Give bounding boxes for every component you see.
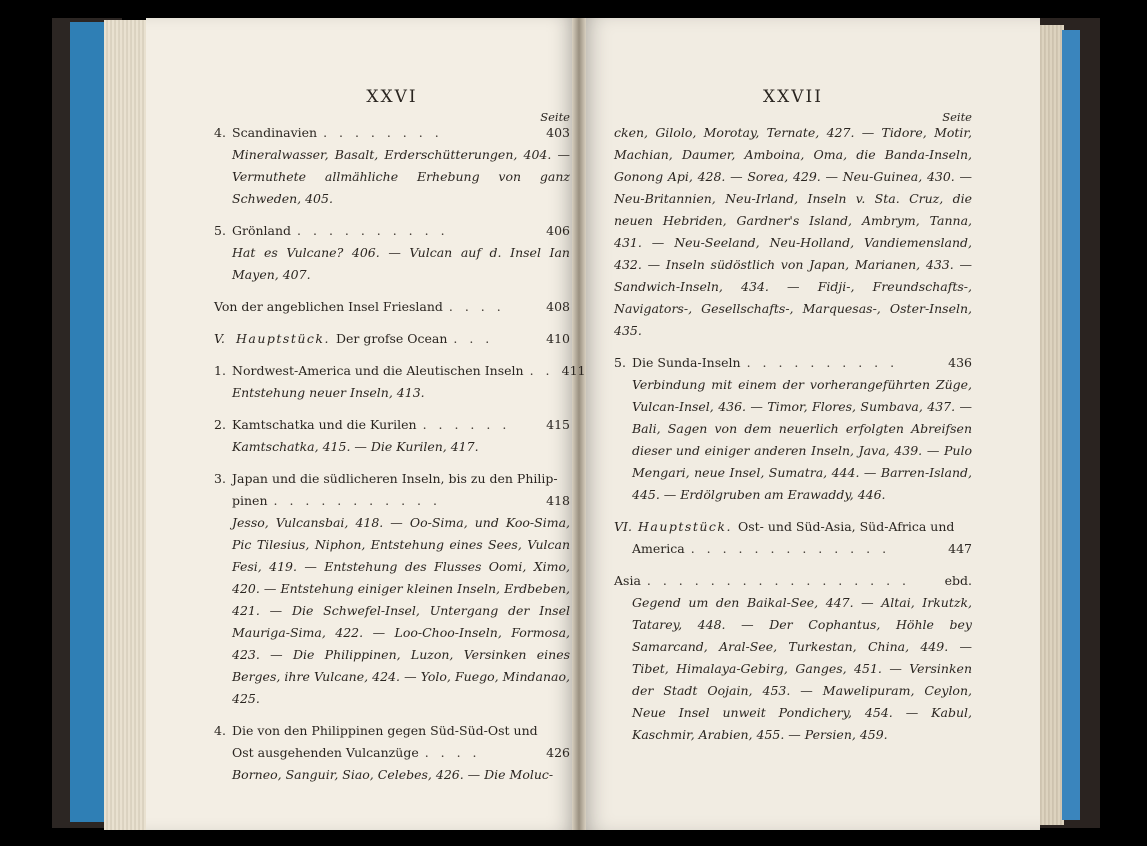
right-blue-edge [1062,30,1080,820]
entry-title: Asia [614,573,641,588]
entry-title: Die von den Philippinen gegen Süd-Süd-Ost und [232,723,538,738]
toc-entry: 3. Japan und die südlicheren Inseln, bis zu den Philip- pinen . . . . . . . . . . . 418 Jesso, Vulcansbai, 418. — Oo-Sima, und Koo-Sima, Pic Tilesius, Niphon, Entstehung eines Sees, Vulcan Fesi, 419. — Entstehung des Flusses Oomi, Ximo, 420. — Entstehung einiger kleinen Inseln, Erdbeben, 421. — Die Schwefel-Insel, Untergang der Insel Mauriga-Sima, 422. — Loo-Choo-Inseln, Formosa, 423. — Die Philippinen, Luzon, Versinken eines Berges, ihre Vulcane, 424. — Yolo, Fuego, Mindanao, 425. [214,468,570,710]
toc-entry: 4. Die von den Philippinen gegen Süd-Süd-Ost und Ost ausgehenden Vulcanzüge . . . . 426 Borneo, Sanguir, Siao, Celebes, 426. — Die Moluc- [214,720,570,786]
entry-number: 4. [214,723,226,738]
entry-number: 1. [214,363,226,378]
entry-subtopics: Borneo, Sanguir, Siao, Celebes, 426. — Die Moluc- [232,767,554,782]
entry-title: Nordwest-America und die Aleutischen Inseln [232,363,524,378]
entry-number: 5. [614,355,626,370]
entry-subtopics: Entstehung neuer Inseln, 413. [232,385,425,400]
page-header: XXVII [763,87,823,107]
entry-subtopics: Mineralwasser, Basalt, Erderschütterungen, 404. — Vermuthete allmähliche Erhebung von ganz Schweden, 405. [232,147,570,206]
seite-label: Seite [540,110,570,124]
entry-subtopics: Verbindung mit einem der vorherangeführten Züge, Vulcan-Insel, 436. — Timor, Flores, Sumbava, 437. — Bali, Sagen von dem neuerlich erfolgten Abreifsen dieser und einiger anderen Inseln, Java, 439. — Pulo Mengari, neue Insel, Sumatra, 444. — Barren-Island, 445. — Erdölgruben am Erawaddy, 446. [632,377,972,502]
entry-page: 411 [561,363,586,378]
entry-number: 3. [214,471,226,486]
book-gutter [572,18,586,830]
left-page-edges [104,20,148,830]
right-page-content [614,84,972,746]
entry-title: Ost- und Süd-Asia, Süd-Africa und [737,519,955,534]
page-header: XXVI [366,87,418,107]
entry-page: 406 [546,223,570,238]
entry-page: 403 [546,125,570,140]
toc-entry: 1. Nordwest-America und die Aleutischen Inseln . . 411 Entstehung neuer Inseln, 413. [214,360,570,404]
chapter-label: Hauptstück. [638,519,732,534]
entry-number: V. [214,331,225,346]
entry-title: Grönland [232,223,292,238]
entry-subtopics: Gegend um den Baikal-See, 447. — Altai, Irkutzk, Tatarey, 448. — Der Cophantus, Höhle bey Samarcand, Aral-See, Turkestan, China, 449. — Tibet, Himalaya-Gebirg, Ganges, 451. — Versinken der Stadt Oojain, 453. — Mawelipuram, Ceylon, Neue Insel unweit Pondichery, 454. — Kabul, Kaschmir, Arabien, 455. — Persien, 459. [632,595,972,742]
entry-number: VI. [614,519,632,534]
toc-entry: Von der angeblichen Insel Friesland . . . . 408 [214,296,570,318]
entry-page: 436 [948,355,972,370]
continued-subtopics: cken, Gilolo, Morotay, Ternate, 427. — Tidore, Motir, Machian, Daumer, Amboina, Oma, die Banda-Inseln, Gonong Api, 428. — Sorea, 429. — Neu-Guinea, 430. — Neu-Britannien, Neu-Irland, Inseln v. Sta. Cruz, die neuen Hebriden, Gardner's Island, Ambrym, Tanna, 431. — Neu-Seeland, Neu-Holland, Vandiemensland, 432. — Inseln südöstlich von Japan, Marianen, 433. — Sandwich-Inseln, 434. — Fidji-, Freundschafts-, Navigators-, Gesellschafts-, Marquesas-, Oster-Inseln, 435. [614,125,972,338]
entry-title: Japan und die südlicheren Inseln, bis zu den Philip- [232,471,558,486]
entry-subtopics: Jesso, Vulcansbai, 418. — Oo-Sima, und Koo-Sima, Pic Tilesius, Niphon, Entstehung eines Sees, Vulcan Fesi, 419. — Entstehung des Flusses Oomi, Ximo, 420. — Entstehung einiger kleinen Inseln, Erdbeben, 421. — Die Schwefel-Insel, Untergang der Insel Mauriga-Sima, 422. — Loo-Choo-Inseln, Formosa, 423. — Die Philippinen, Luzon, Versinken eines Berges, ihre Vulcane, 424. — Yolo, Fuego, Mindanao, 425. [232,515,570,706]
toc-entry: 4. Scandinavien . . . . . . . . 403 Mineralwasser, Basalt, Erderschütterungen, 404. — Vermuthete allmähliche Erhebung von ganz Schweden, 405. [214,122,570,210]
entry-page: 415 [546,417,570,432]
chapter-label: Hauptstück. [236,331,330,346]
entry-page: 408 [546,299,570,314]
left-blue-edge [70,22,104,822]
toc-entry: VI. Hauptstück. Ost- und Süd-Asia, Süd-Africa und America . . . . . . . . . . . . . 447 [614,516,972,560]
entry-page: 426 [546,745,570,760]
left-page-content [214,84,586,786]
entry-subtopics: Hat es Vulcane? 406. — Vulcan auf d. Insel Ian Mayen, 407. [232,245,570,282]
entry-title: Scandinavien [232,125,318,140]
entry-number: 4. [214,125,226,140]
entry-title-continued: Ost ausgehenden Vulcanzüge [232,745,419,760]
entry-subtopics: Kamtschatka, 415. — Die Kurilen, 417. [232,439,479,454]
right-page-edges [1038,25,1064,825]
entry-number: 5. [214,223,226,238]
entry-title: Die Sunda-Inseln [632,355,741,370]
entry-title: Von der angeblichen Insel Friesland [214,299,443,314]
entry-page: 418 [546,493,570,508]
toc-entry: V. Hauptstück. Der grofse Ocean . . . 410 [214,328,570,350]
entry-page: 447 [948,541,972,556]
entry-page: ebd. [944,573,972,588]
entry-title-continued: pinen [232,493,268,508]
entry-page: 410 [546,331,570,346]
toc-entry: Asia . . . . . . . . . . . . . . . . . ebd. Gegend um den Baikal-See, 447. — Altai, Irkutzk, Tatarey, 448. — Der Cophantus, Höhle bey Samarcand, Aral-See, Turkestan, China, 449. — Tibet, Himalaya-Gebirg, Ganges, 451. — Versinken der Stadt Oojain, 453. — Mawelipuram, Ceylon, Neue Insel unweit Pondichery, 454. — Kabul, Kaschmir, Arabien, 455. — Persien, 459. [614,570,972,746]
entry-number: 2. [214,417,226,432]
toc-entry: 2. Kamtschatka und die Kurilen . . . . . . 415 Kamtschatka, 415. — Die Kurilen, 417. [214,414,570,458]
toc-entry: 5. Die Sunda-Inseln . . . . . . . . . . 436 Verbindung mit einem der vorherangeführten Züge, Vulcan-Insel, 436. — Timor, Flores, Sumbava, 437. — Bali, Sagen von dem neuerlich erfolgten Abreifsen dieser und einiger anderen Inseln, Java, 439. — Pulo Mengari, neue Insel, Sumatra, 444. — Barren-Island, 445. — Erdölgruben am Erawaddy, 446. [614,352,972,506]
entry-title: Kamtschatka und die Kurilen [232,417,417,432]
entry-title: Der grofse Ocean [335,331,448,346]
seite-label: Seite [942,110,972,124]
entry-title-continued: America [632,541,685,556]
toc-entry: 5. Grönland . . . . . . . . . . 406 Hat es Vulcane? 406. — Vulcan auf d. Insel Ian Mayen, 407. [214,220,570,286]
